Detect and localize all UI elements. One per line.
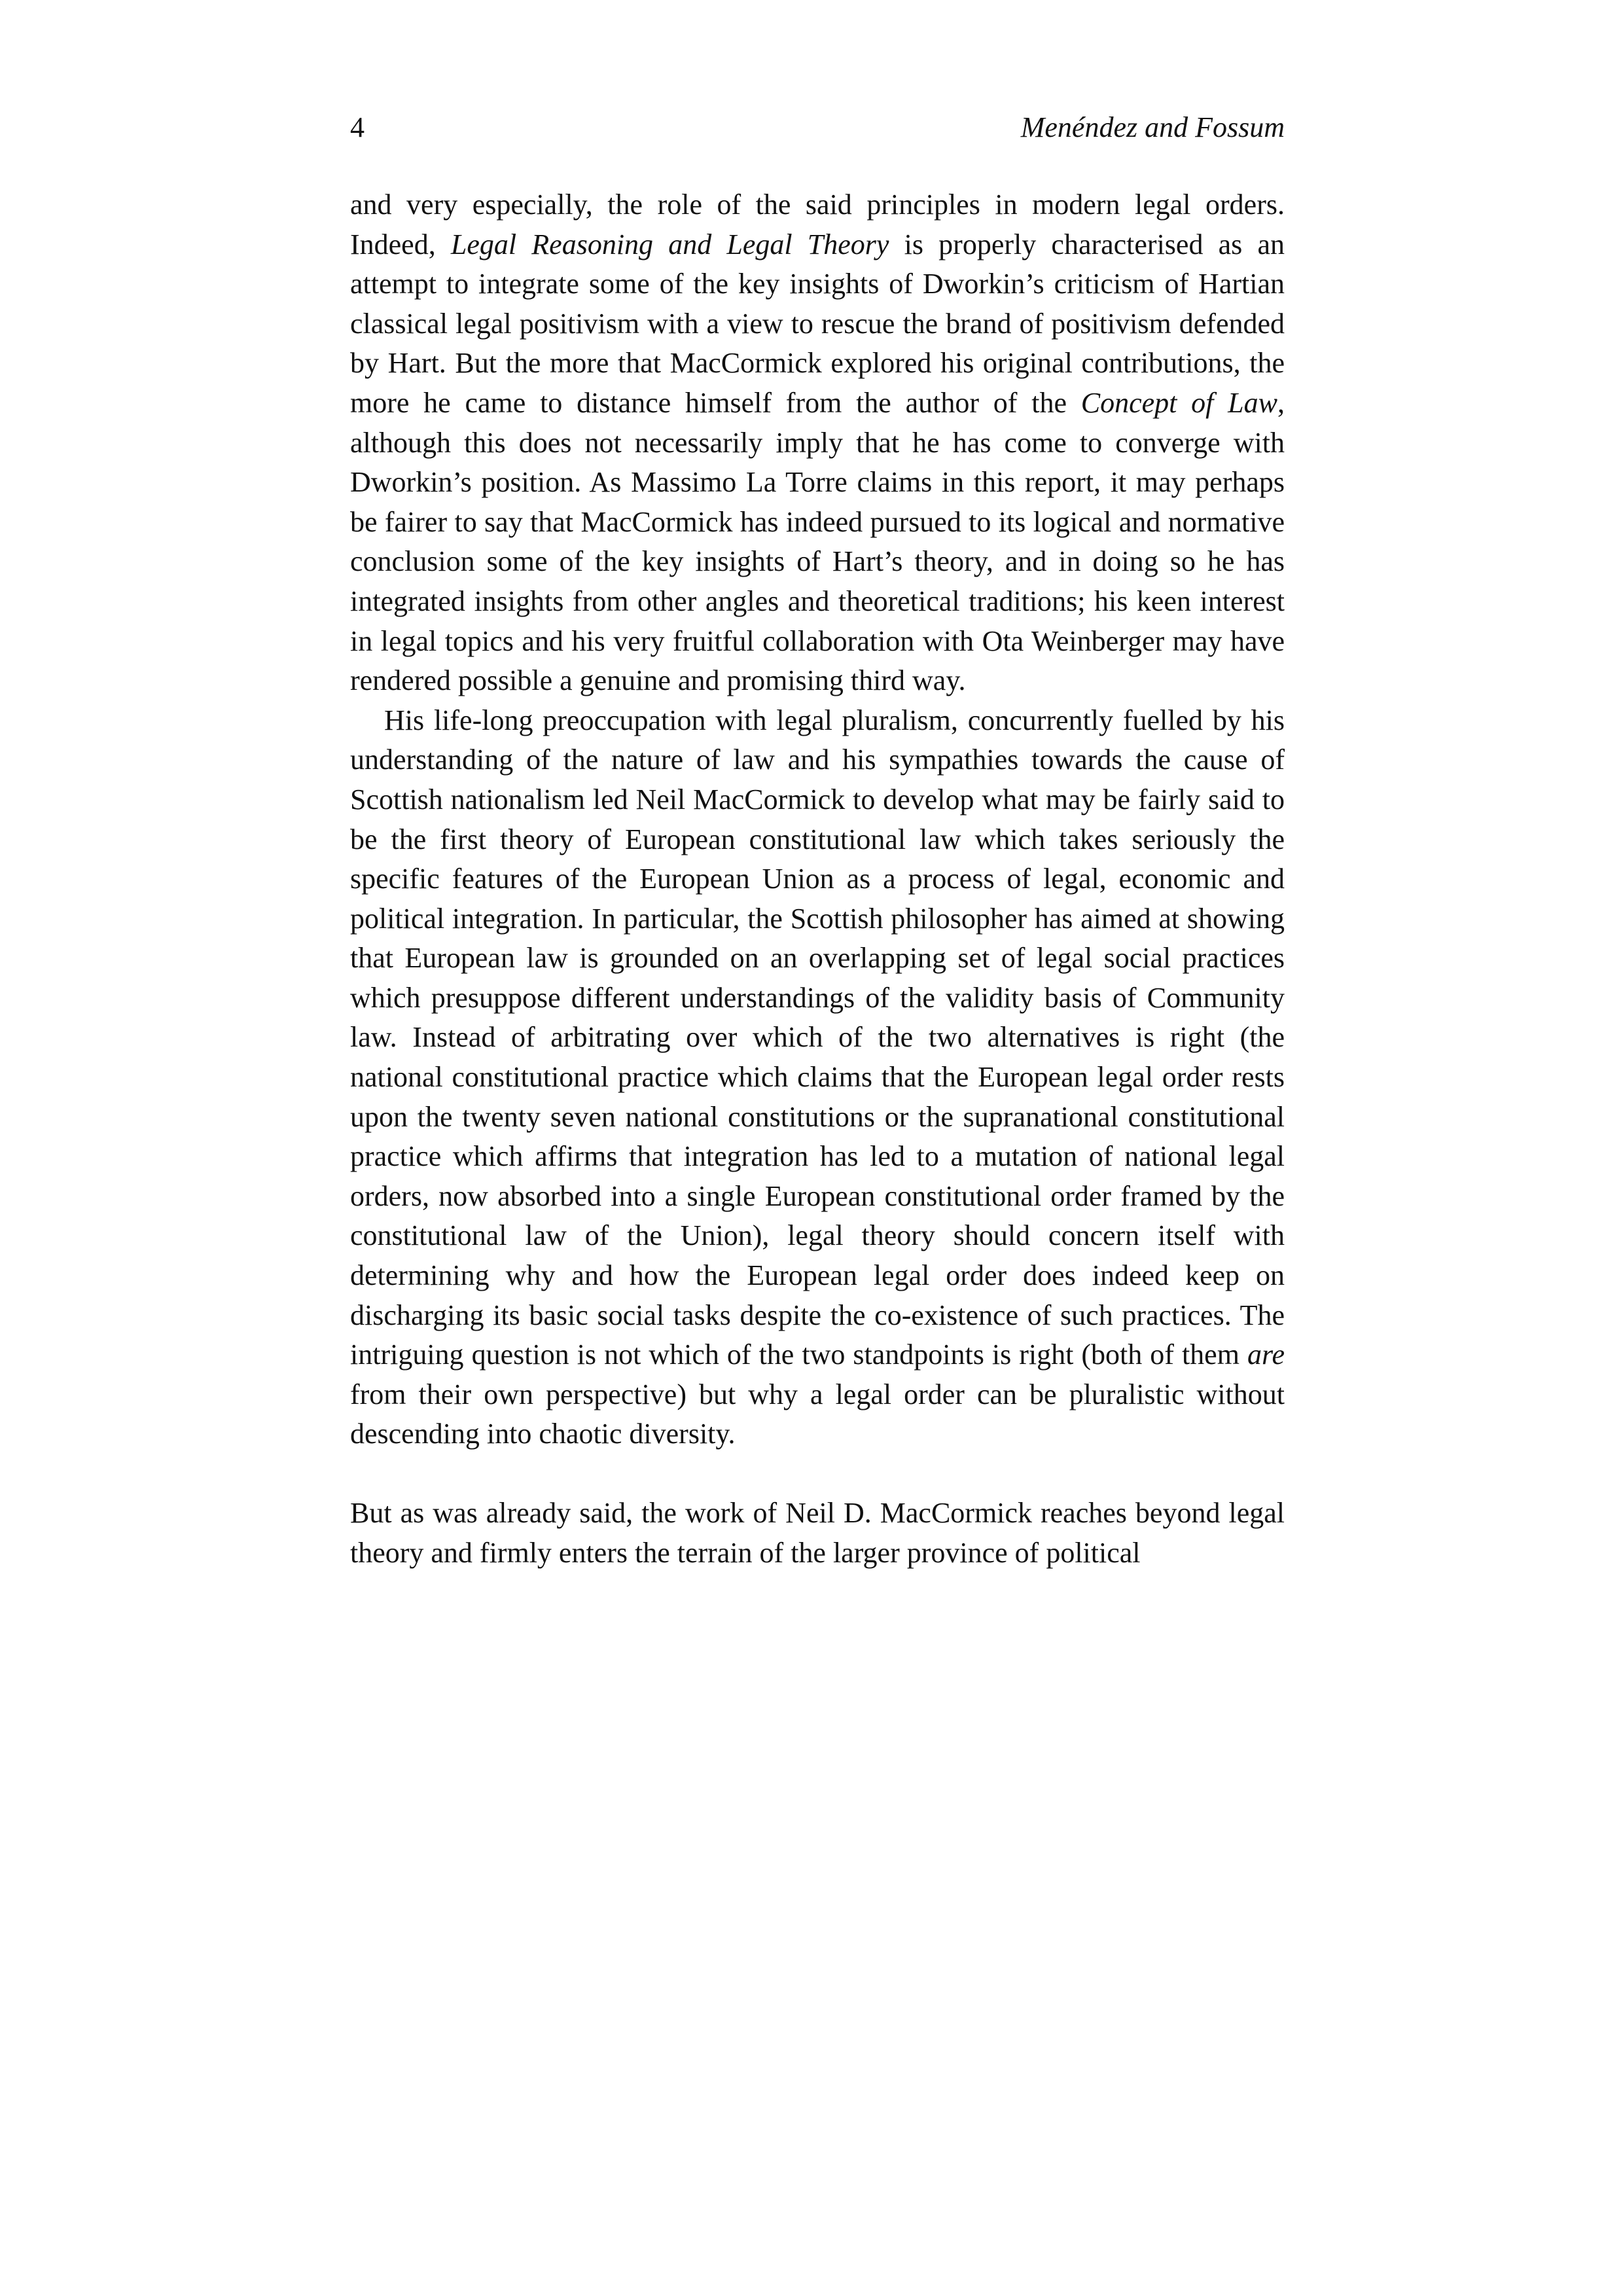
paragraph-text: and very especially, the role of the said principles in modern legal orders. Indeed,	[350, 188, 1285, 260]
paragraph-text: is properly characterised as an attempt to integrate some of the key insights of Dworkin’s criticism of Hartian classical legal positivism with a view to rescue the brand of positivism defended by Hart. But the more that MacCormick explored his original contributions, the more he came to distance himself from the author of the	[350, 228, 1285, 419]
book-title-concept-of-law: Concept of Law	[1080, 386, 1277, 419]
page-number: 4	[350, 111, 365, 143]
paragraph-text: But as was already said, the work of Neil D. MacCormick reaches beyond legal theory and firmly enters the terrain of the larger province of political	[350, 1497, 1285, 1569]
paragraph-1	[350, 185, 1285, 701]
body-text	[350, 185, 1285, 1573]
emphasis-are: are	[1247, 1338, 1285, 1371]
paragraph-3	[350, 1494, 1285, 1573]
paragraph-text: from their own perspective) but why a legal order can be pluralistic without descending into chaotic diversity.	[350, 1378, 1285, 1450]
book-title-legal-reasoning: Legal Reasoning and Legal Theory	[450, 228, 889, 260]
running-head: Menéndez and Fossum	[1020, 111, 1285, 143]
page-header	[350, 108, 1285, 147]
paragraph-2	[350, 701, 1285, 1454]
paragraph-text: , although this does not necessarily imply that he has come to converge with Dworkin’s position. As Massimo La Torre claims in this report, it may perhaps be fairer to say that MacCormick has indeed pursued to its logical and normative conclusion some of the key insights of Hart’s theory, and in doing so he has integrated insights from other angles and theoretical traditions; his keen interest in legal topics and his very fruitful collaboration with Ota Weinberger may have rendered possible a genuine and promising third way.	[350, 386, 1285, 697]
paragraph-text: His life-long preoccupation with legal pluralism, concurrently fuelled by his understanding of the nature of law and his sympathies towards the cause of Scottish nationalism led Neil MacCormick to develop what may be fairly said to be the first theory of European constitutional law which takes seriously the specific features of the European Union as a process of legal, economic and political integration. In particular, the Scottish philosopher has aimed at showing that European law is grounded on an overlapping set of legal social practices which presuppose different understandings of the validity basis of Community law. Instead of arbitrating over which of the two alternatives is right (the national constitutional practice which claims that the European legal order rests upon the twenty seven national constitutions or the supranational constitutional practice which affirms that integration has led to a mutation of national legal orders, now absorbed into a single European constitutional order framed by the constitutional law of the Union), legal theory should concern itself with determining why and how the European legal order does indeed keep on discharging its basic social tasks despite the co-existence of such practices. The intriguing question is not which of the two standpoints is right (both of them	[350, 704, 1285, 1371]
